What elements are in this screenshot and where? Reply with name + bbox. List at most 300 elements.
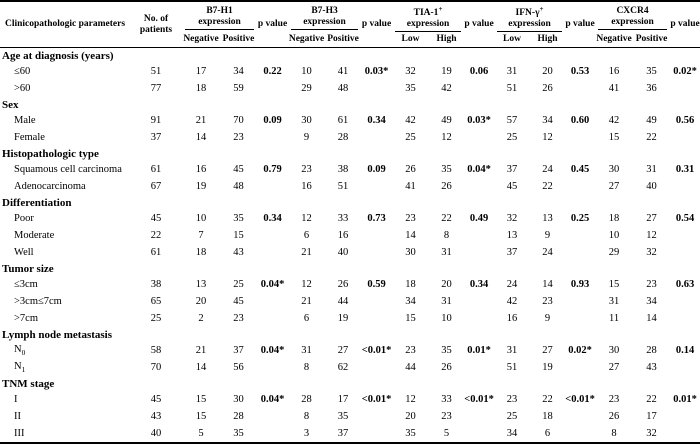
row-label: Female bbox=[14, 132, 45, 144]
patients-count: 40 bbox=[150, 428, 162, 440]
tia1-pvalue bbox=[464, 408, 494, 425]
b7h3-positive: 19 bbox=[337, 313, 349, 325]
col-header-pvalue: p value bbox=[565, 19, 595, 30]
ifng-high: 14 bbox=[542, 279, 553, 291]
cxcr4-pvalue bbox=[670, 129, 700, 146]
ifng-high: 13 bbox=[542, 213, 553, 225]
tia1-pvalue: 0.04* bbox=[467, 164, 491, 176]
b7h1-pvalue bbox=[257, 408, 288, 425]
tia1-pvalue bbox=[464, 310, 494, 327]
tia1-pvalue bbox=[464, 293, 494, 310]
b7h3-positive: 37 bbox=[337, 428, 349, 440]
b7h1-positive: 43 bbox=[233, 247, 244, 259]
cxcr4-negative: 26 bbox=[608, 411, 620, 423]
ifng-low: 25 bbox=[506, 132, 518, 144]
ifng-high: 22 bbox=[542, 394, 553, 406]
cxcr4-positive: 32 bbox=[646, 428, 657, 440]
tia1-pvalue bbox=[464, 178, 494, 195]
cxcr4-pvalue bbox=[670, 293, 700, 310]
tia1-pvalue bbox=[464, 244, 494, 261]
ifng-pvalue: 0.93 bbox=[570, 279, 590, 291]
subcol-header-high: High bbox=[537, 34, 558, 45]
cxcr4-negative: 15 bbox=[608, 132, 620, 144]
cxcr4-negative: 18 bbox=[608, 213, 620, 225]
cxcr4-pvalue: 0.14 bbox=[675, 345, 695, 357]
cxcr4-negative: 30 bbox=[608, 345, 620, 357]
b7h1-positive: 34 bbox=[233, 66, 244, 78]
b7h3-negative: 28 bbox=[301, 394, 312, 406]
cxcr4-negative: 23 bbox=[608, 394, 620, 406]
ifng-pvalue: 0.25 bbox=[570, 213, 590, 225]
patients-count: 65 bbox=[150, 296, 162, 308]
b7h3-positive: 27 bbox=[337, 345, 349, 357]
cxcr4-negative: 15 bbox=[608, 279, 620, 291]
ifng-pvalue bbox=[565, 293, 595, 310]
b7h3-pvalue bbox=[361, 227, 392, 244]
tia1-pvalue: 0.01* bbox=[467, 345, 491, 357]
cxcr4-positive: 23 bbox=[646, 279, 657, 291]
cxcr4-negative: 27 bbox=[608, 362, 620, 374]
ifng-low: 51 bbox=[506, 83, 518, 95]
ifng-low: 25 bbox=[506, 411, 518, 423]
subcol-header-high: High bbox=[436, 34, 457, 45]
b7h3-positive: 33 bbox=[337, 213, 349, 225]
patients-count: 25 bbox=[150, 313, 162, 325]
b7h1-pvalue bbox=[257, 293, 288, 310]
b7h1-negative: 10 bbox=[195, 213, 207, 225]
section-header: Differentiation bbox=[2, 196, 72, 209]
cxcr4-positive: 12 bbox=[646, 230, 657, 242]
tia1-pvalue bbox=[464, 129, 494, 146]
b7h1-positive: 15 bbox=[233, 230, 244, 242]
cxcr4-negative: 10 bbox=[608, 230, 620, 242]
cxcr4-positive: 35 bbox=[646, 66, 657, 78]
b7h1-positive: 45 bbox=[233, 296, 244, 308]
tia1-low: 20 bbox=[405, 411, 416, 423]
cxcr4-pvalue bbox=[670, 227, 700, 244]
b7h3-negative: 6 bbox=[303, 313, 310, 325]
cxcr4-negative: 30 bbox=[608, 164, 620, 176]
b7h3-negative: 8 bbox=[303, 411, 310, 423]
row-label: Well bbox=[14, 247, 34, 259]
cxcr4-pvalue: 0.54 bbox=[675, 213, 695, 225]
b7h3-negative: 3 bbox=[303, 428, 310, 440]
tia1-high: 26 bbox=[441, 181, 452, 193]
b7h3-negative: 21 bbox=[301, 296, 312, 308]
b7h1-pvalue: 0.04* bbox=[260, 279, 285, 291]
tia1-low: 15 bbox=[405, 313, 416, 325]
row-label: III bbox=[14, 428, 25, 440]
ifng-high: 12 bbox=[542, 132, 553, 144]
tia1-high: 31 bbox=[441, 296, 452, 308]
ifng-pvalue bbox=[565, 80, 595, 97]
ifng-high: 24 bbox=[542, 247, 553, 259]
tia1-high: 35 bbox=[441, 164, 452, 176]
tia1-high: 26 bbox=[441, 362, 452, 374]
tia1-high: 19 bbox=[441, 66, 452, 78]
tia1-low: 35 bbox=[405, 428, 416, 440]
cxcr4-pvalue: 0.02* bbox=[673, 66, 697, 78]
patients-count: 67 bbox=[150, 181, 162, 193]
ifng-pvalue bbox=[565, 425, 595, 443]
ifng-low: 34 bbox=[506, 428, 518, 440]
b7h1-pvalue bbox=[257, 244, 288, 261]
tia1-pvalue: 0.03* bbox=[467, 115, 491, 127]
b7h1-positive: 23 bbox=[233, 313, 244, 325]
tia1-low: 18 bbox=[405, 279, 416, 291]
cxcr4-positive: 36 bbox=[646, 83, 657, 95]
b7h3-pvalue: <0.01* bbox=[361, 345, 392, 357]
tia1-low: 32 bbox=[405, 66, 416, 78]
tia1-high: 42 bbox=[441, 83, 452, 95]
tia1-low: 41 bbox=[405, 181, 416, 193]
b7h3-pvalue: 0.03* bbox=[364, 66, 389, 78]
patients-count: 58 bbox=[150, 345, 162, 357]
row-label: Moderate bbox=[14, 230, 55, 242]
cxcr4-pvalue bbox=[670, 359, 700, 376]
b7h3-positive: 48 bbox=[337, 83, 349, 95]
tia1-low: 14 bbox=[405, 230, 416, 242]
cxcr4-positive: 27 bbox=[646, 213, 657, 225]
b7h3-positive: 35 bbox=[337, 411, 349, 423]
b7h1-negative: 5 bbox=[198, 428, 204, 440]
b7h1-positive: 70 bbox=[233, 115, 244, 127]
cxcr4-positive: 31 bbox=[646, 164, 657, 176]
section-header: TNM stage bbox=[2, 377, 55, 390]
ifng-low: 32 bbox=[506, 213, 518, 225]
subcol-header-negative: Negative bbox=[596, 34, 632, 45]
b7h3-negative: 9 bbox=[303, 132, 310, 144]
tia1-high: 49 bbox=[441, 115, 452, 127]
section-header: Histopathologic type bbox=[2, 147, 99, 160]
patients-count: 51 bbox=[150, 66, 162, 78]
patients-count: 61 bbox=[150, 164, 162, 176]
patients-count: 45 bbox=[150, 394, 162, 406]
ifng-low: 23 bbox=[506, 394, 518, 406]
cxcr4-negative: 8 bbox=[611, 428, 617, 440]
cxcr4-pvalue bbox=[670, 80, 700, 97]
cxcr4-positive: 22 bbox=[646, 394, 657, 406]
b7h3-pvalue bbox=[361, 178, 392, 195]
section-header: Tumor size bbox=[2, 262, 54, 275]
cxcr4-negative: 42 bbox=[608, 115, 620, 127]
ifng-pvalue bbox=[565, 129, 595, 146]
row-label: Adenocarcinoma bbox=[14, 181, 86, 193]
b7h1-negative: 21 bbox=[195, 345, 207, 357]
b7h1-negative: 15 bbox=[195, 394, 207, 406]
b7h1-positive: 35 bbox=[233, 428, 244, 440]
b7h3-positive: 16 bbox=[337, 230, 349, 242]
b7h1-pvalue: 0.22 bbox=[263, 66, 282, 78]
tia1-high: 10 bbox=[441, 313, 452, 325]
tia1-high: 33 bbox=[441, 394, 452, 406]
b7h3-pvalue bbox=[361, 129, 392, 146]
tia1-low: 34 bbox=[405, 296, 416, 308]
ifng-high: 34 bbox=[542, 115, 553, 127]
b7h3-positive: 26 bbox=[337, 279, 349, 291]
ifng-low: 57 bbox=[506, 115, 518, 127]
subcol-header-low: Low bbox=[401, 34, 420, 45]
b7h3-positive: 41 bbox=[337, 66, 349, 78]
b7h1-pvalue bbox=[257, 80, 288, 97]
section-header: Lymph node metastasis bbox=[2, 328, 113, 341]
row-label: Poor bbox=[14, 213, 34, 225]
b7h1-positive: 28 bbox=[233, 411, 244, 423]
b7h1-positive: 30 bbox=[233, 394, 244, 406]
ifng-pvalue bbox=[565, 178, 595, 195]
b7h3-pvalue bbox=[361, 244, 392, 261]
group-header-b7h1: B7-H1 expression bbox=[182, 1, 257, 32]
b7h1-positive: 48 bbox=[233, 181, 244, 193]
cxcr4-negative: 27 bbox=[608, 181, 620, 193]
cxcr4-positive: 34 bbox=[646, 296, 657, 308]
b7h1-positive: 59 bbox=[233, 83, 244, 95]
b7h1-pvalue bbox=[257, 178, 288, 195]
b7h1-positive: 56 bbox=[233, 362, 244, 374]
b7h3-positive: 17 bbox=[337, 394, 349, 406]
subcol-header-positive: Positive bbox=[327, 34, 359, 45]
ifng-high: 6 bbox=[544, 428, 551, 440]
b7h3-pvalue bbox=[361, 80, 392, 97]
tia1-high: 8 bbox=[443, 230, 450, 242]
b7h1-negative: 2 bbox=[198, 313, 204, 325]
tia1-low: 26 bbox=[405, 164, 416, 176]
ifng-high: 26 bbox=[542, 83, 553, 95]
cxcr4-positive: 40 bbox=[646, 181, 657, 193]
ifng-high: 22 bbox=[542, 181, 553, 193]
ifng-pvalue: 0.60 bbox=[570, 115, 590, 127]
ifng-low: 45 bbox=[506, 181, 518, 193]
cxcr4-positive: 14 bbox=[646, 313, 657, 325]
cxcr4-pvalue bbox=[670, 178, 700, 195]
group-header-tia1: TIA-1+ expression bbox=[392, 1, 464, 32]
b7h3-positive: 38 bbox=[337, 164, 349, 176]
patients-count: 38 bbox=[150, 279, 162, 291]
b7h1-positive: 37 bbox=[233, 345, 244, 357]
cxcr4-pvalue bbox=[670, 244, 700, 261]
group-header-b7h3: B7-H3 expression bbox=[288, 1, 361, 32]
tia1-pvalue: <0.01* bbox=[464, 394, 494, 406]
b7h3-negative: 10 bbox=[301, 66, 312, 78]
b7h3-negative: 8 bbox=[303, 362, 310, 374]
ifng-pvalue bbox=[565, 310, 595, 327]
b7h1-pvalue bbox=[257, 425, 288, 443]
ifng-high: 19 bbox=[542, 362, 553, 374]
tia1-high: 31 bbox=[441, 247, 452, 259]
ifng-low: 51 bbox=[506, 362, 518, 374]
cxcr4-negative: 16 bbox=[608, 66, 620, 78]
b7h1-pvalue: 0.04* bbox=[260, 345, 285, 357]
cxcr4-pvalue: 0.31 bbox=[675, 164, 695, 176]
ifng-low: 31 bbox=[506, 345, 518, 357]
ifng-high: 9 bbox=[544, 230, 551, 242]
cxcr4-negative: 31 bbox=[608, 296, 620, 308]
b7h3-positive: 40 bbox=[337, 247, 349, 259]
b7h3-pvalue bbox=[361, 408, 392, 425]
cxcr4-pvalue bbox=[670, 408, 700, 425]
tia1-low: 12 bbox=[405, 394, 416, 406]
col-header-pvalue: p value bbox=[257, 19, 288, 30]
b7h1-negative: 7 bbox=[198, 230, 204, 242]
b7h3-positive: 62 bbox=[337, 362, 349, 374]
ifng-low: 37 bbox=[506, 164, 518, 176]
b7h1-negative: 17 bbox=[195, 66, 207, 78]
ifng-low: 37 bbox=[506, 247, 518, 259]
b7h3-negative: 29 bbox=[301, 83, 312, 95]
b7h1-positive: 45 bbox=[233, 164, 244, 176]
table-body bbox=[0, 48, 700, 444]
b7h1-negative: 14 bbox=[195, 362, 207, 374]
tia1-pvalue bbox=[464, 425, 494, 443]
cxcr4-negative: 29 bbox=[608, 247, 620, 259]
b7h1-positive: 25 bbox=[233, 279, 244, 291]
b7h1-negative: 15 bbox=[195, 411, 207, 423]
table-header bbox=[0, 1, 700, 48]
b7h3-negative: 12 bbox=[301, 279, 312, 291]
ifng-low: 31 bbox=[506, 66, 518, 78]
b7h3-negative: 6 bbox=[303, 230, 310, 242]
patients-count: 70 bbox=[150, 362, 162, 374]
b7h1-pvalue bbox=[257, 129, 288, 146]
cxcr4-positive: 32 bbox=[646, 247, 657, 259]
subcol-header-positive: Positive bbox=[222, 34, 255, 45]
subcol-header-low: Low bbox=[503, 34, 521, 45]
b7h3-positive: 44 bbox=[337, 296, 349, 308]
tia1-high: 5 bbox=[443, 428, 450, 440]
cxcr4-positive: 28 bbox=[646, 345, 657, 357]
b7h1-negative: 13 bbox=[195, 279, 207, 291]
tia1-low: 44 bbox=[405, 362, 416, 374]
ifng-pvalue bbox=[565, 227, 595, 244]
b7h1-pvalue: 0.34 bbox=[263, 213, 282, 225]
tia1-high: 20 bbox=[441, 279, 452, 291]
b7h1-negative: 19 bbox=[195, 181, 207, 193]
tia1-low: 23 bbox=[405, 345, 416, 357]
b7h1-negative: 20 bbox=[195, 296, 207, 308]
row-label: >60 bbox=[14, 83, 31, 95]
cxcr4-pvalue: 0.01* bbox=[673, 394, 697, 406]
tia1-pvalue: 0.34 bbox=[469, 279, 489, 291]
b7h3-pvalue: 0.34 bbox=[367, 115, 386, 127]
tia1-high: 12 bbox=[441, 132, 452, 144]
col-header-patients: No. of patients bbox=[139, 13, 173, 35]
ifng-low: 24 bbox=[506, 279, 518, 291]
ifng-high: 23 bbox=[542, 296, 553, 308]
b7h3-positive: 61 bbox=[337, 115, 349, 127]
col-header-parameters: Clinicopathologic parameters bbox=[4, 19, 126, 30]
b7h3-positive: 28 bbox=[337, 132, 349, 144]
b7h3-pvalue: 0.09 bbox=[367, 164, 386, 176]
ifng-pvalue bbox=[565, 359, 595, 376]
b7h1-pvalue bbox=[257, 310, 288, 327]
subcol-header-negative: Negative bbox=[183, 34, 219, 45]
b7h1-pvalue bbox=[257, 359, 288, 376]
b7h3-negative: 12 bbox=[301, 213, 312, 225]
row-label: II bbox=[14, 411, 21, 423]
b7h1-pvalue: 0.09 bbox=[263, 115, 282, 127]
tia1-high: 22 bbox=[441, 213, 452, 225]
cxcr4-negative: 41 bbox=[608, 83, 620, 95]
cxcr4-positive: 43 bbox=[646, 362, 657, 374]
b7h1-negative: 18 bbox=[195, 83, 207, 95]
col-header-pvalue: p value bbox=[670, 19, 700, 30]
tia1-pvalue bbox=[464, 359, 494, 376]
b7h3-negative: 31 bbox=[301, 345, 312, 357]
row-label: ≤3cm bbox=[14, 279, 38, 291]
tia1-high: 23 bbox=[441, 411, 452, 423]
section-header: Sex bbox=[2, 98, 19, 111]
cxcr4-positive: 22 bbox=[646, 132, 657, 144]
patients-count: 45 bbox=[150, 213, 162, 225]
tia1-pvalue bbox=[464, 80, 494, 97]
cxcr4-negative: 11 bbox=[608, 313, 620, 325]
tia1-pvalue: 0.49 bbox=[469, 213, 489, 225]
b7h1-pvalue bbox=[257, 227, 288, 244]
b7h1-negative: 21 bbox=[195, 115, 207, 127]
b7h1-negative: 16 bbox=[195, 164, 207, 176]
patients-count: 77 bbox=[150, 83, 162, 95]
tia1-high: 35 bbox=[441, 345, 452, 357]
b7h3-negative: 16 bbox=[301, 181, 312, 193]
row-label: $N_0$ bbox=[14, 344, 26, 358]
b7h1-negative: 14 bbox=[195, 132, 207, 144]
patients-count: 22 bbox=[150, 230, 162, 242]
row-label: >7cm bbox=[14, 313, 38, 325]
b7h3-negative: 30 bbox=[301, 115, 312, 127]
b7h3-pvalue bbox=[361, 293, 392, 310]
col-header-pvalue: p value bbox=[464, 19, 494, 30]
ifng-pvalue: 0.45 bbox=[570, 164, 590, 176]
ifng-pvalue: <0.01* bbox=[565, 394, 595, 406]
b7h1-negative: 18 bbox=[195, 247, 207, 259]
patients-count: 61 bbox=[150, 247, 162, 259]
b7h3-pvalue bbox=[361, 310, 392, 327]
ifng-high: 18 bbox=[542, 411, 553, 423]
ifng-pvalue bbox=[565, 244, 595, 261]
ifng-pvalue bbox=[565, 408, 595, 425]
row-label: ≤60 bbox=[14, 66, 31, 78]
b7h3-pvalue: 0.73 bbox=[367, 213, 386, 225]
ifng-high: 27 bbox=[542, 345, 553, 357]
col-header-pvalue: p value bbox=[361, 19, 392, 30]
b7h3-pvalue bbox=[361, 425, 392, 443]
ifng-low: 16 bbox=[506, 313, 518, 325]
b7h1-positive: 35 bbox=[233, 213, 244, 225]
ifng-pvalue: 0.02* bbox=[568, 345, 592, 357]
b7h3-positive: 51 bbox=[337, 181, 349, 193]
row-label: >3cm≤7cm bbox=[14, 296, 62, 308]
cxcr4-positive: 49 bbox=[646, 115, 657, 127]
patients-count: 37 bbox=[150, 132, 162, 144]
ifng-high: 9 bbox=[544, 313, 551, 325]
subcol-header-positive: Positive bbox=[635, 34, 668, 45]
tia1-pvalue bbox=[464, 227, 494, 244]
ifng-high: 20 bbox=[542, 66, 553, 78]
cxcr4-positive: 17 bbox=[646, 411, 657, 423]
patients-count: 91 bbox=[150, 115, 162, 127]
b7h3-pvalue: 0.59 bbox=[367, 279, 386, 291]
ifng-pvalue: 0.53 bbox=[570, 66, 590, 78]
row-label: Squamous cell carcinoma bbox=[14, 164, 122, 176]
group-header-cxcr4: CXCR4 expression bbox=[595, 1, 670, 32]
ifng-low: 42 bbox=[506, 296, 518, 308]
b7h1-pvalue: 0.04* bbox=[260, 394, 285, 406]
b7h1-positive: 23 bbox=[233, 132, 244, 144]
tia1-low: 25 bbox=[405, 132, 416, 144]
row-label: Male bbox=[14, 115, 36, 127]
b7h3-pvalue: <0.01* bbox=[361, 394, 392, 406]
patients-count: 43 bbox=[150, 411, 162, 423]
